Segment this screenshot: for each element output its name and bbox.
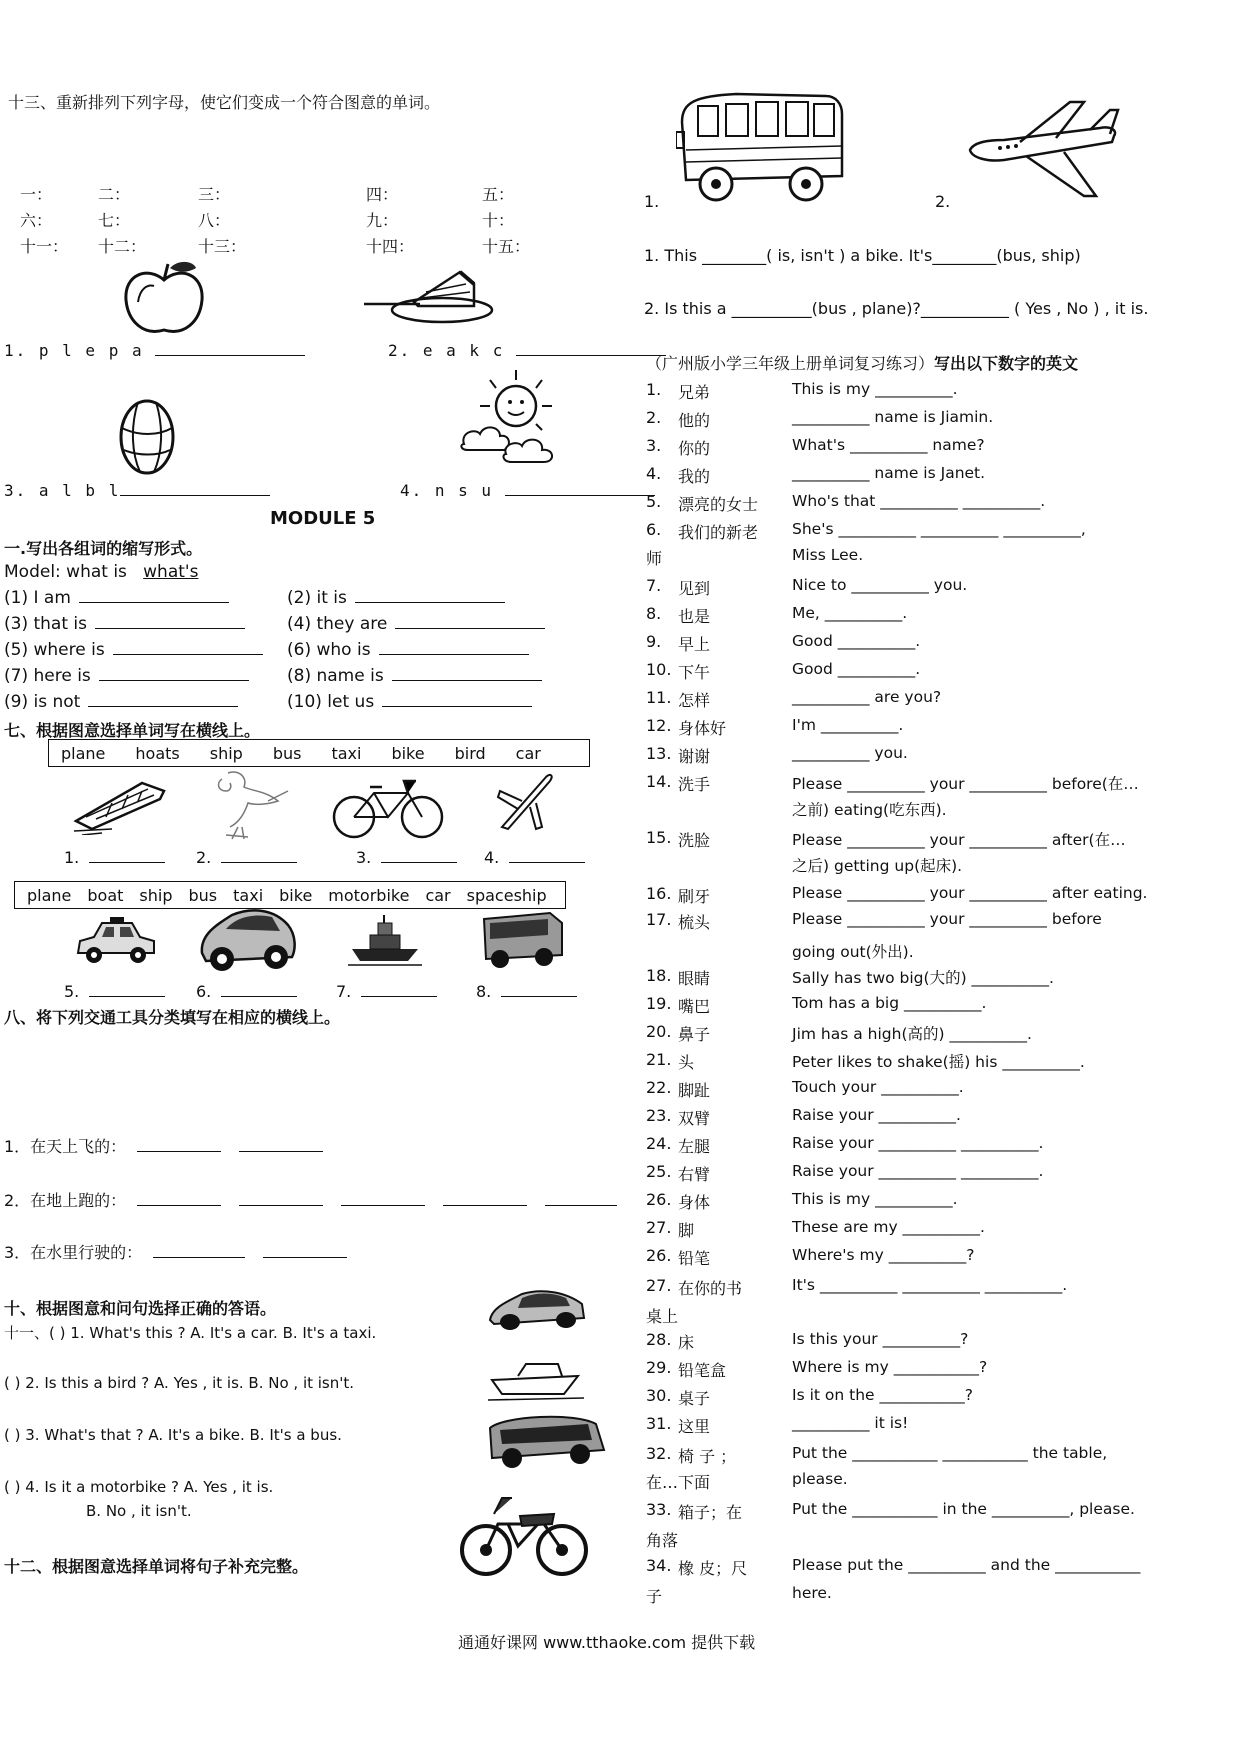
vocab-chinese: 床 [678,1333,695,1352]
answer-line[interactable] [501,982,577,997]
vocab-number: 8. [646,604,662,623]
pair-label: (1) I am [4,588,71,608]
row-label: 2．在地上跑的： [4,1191,127,1210]
grid-cell: 十五： [482,237,531,256]
vocab-sentence: __________ name is Jiamin. [792,408,994,426]
word-bank-word: car [425,885,451,905]
answer-line[interactable] [120,481,270,496]
picture-answer [476,982,577,1001]
vocab-chinese: 铅笔 [678,1249,711,1268]
grid-cell: 二： [98,185,131,204]
cake-picture [362,262,494,328]
answer-line[interactable] [95,614,245,629]
vocab-chinese: 双臂 [678,1109,711,1128]
word-bank-1 [48,739,590,767]
answer-line[interactable] [505,481,655,496]
pair-label: (6) who is [287,640,371,660]
item-label: 3. a l b l [4,481,121,500]
answer-line[interactable] [89,848,165,863]
answer-line[interactable] [263,1243,347,1258]
vocab-sentence: Put the ___________ in the __________, please. [792,1500,1135,1518]
word-bank-word: boat [87,885,124,905]
vocab-number: 25. [646,1162,672,1181]
answer-line[interactable] [395,614,545,629]
vocab-chinese: 脚 [678,1221,695,1240]
vocab-number: 10. [646,660,672,679]
section7-title: 七、根据图意选择单词写在横线上。 [4,721,261,740]
grid-cell: 七： [98,211,131,230]
section10-title: 十、根据图意和问句选择正确的答语。 [4,1299,277,1318]
vocab-chinese: 箱子；在 [678,1503,743,1522]
picture-answer [356,848,457,867]
pair-label: (8) name is [287,666,384,686]
section1-title: 一.写出各组词的缩写形式。 [4,539,203,558]
vocab-number: 27. [646,1218,672,1237]
vocab-sentence: What's __________ name? [792,436,985,454]
vocab-chinese: 谢谢 [678,747,711,766]
pair-label: (2) it is [287,588,347,608]
unscramble-item-3 [4,481,270,500]
vocab-sentence: 之前) eating(吃东西). [792,801,947,819]
vocab-number: 7. [646,576,662,595]
vocab-number: 5. [646,492,662,511]
vocab-sentence: Please __________ your __________ after(在… [792,831,1126,849]
grid-cell: 三： [198,185,231,204]
vocab-number: 33. [646,1500,672,1519]
unscramble-item-2 [388,341,666,360]
pair-label: (5) where is [4,640,105,660]
vocab-chinese: 角落 [646,1531,679,1550]
vocab-sentence: It's __________ __________ __________. [792,1276,1068,1294]
vocab-sentence: __________ are you? [792,688,942,706]
vocab-sentence: Sally has two big(大的) __________. [792,969,1054,987]
vocab-number: 28. [646,1330,672,1349]
sun-picture [458,366,566,466]
plane-picture [964,98,1122,204]
picture-answer [64,982,165,1001]
vocab-chinese: 椅 子 ； [678,1447,737,1466]
answer-line[interactable] [545,1191,617,1206]
vocab-sentence: __________ name is Janet. [792,464,986,482]
vocab-number: 9. [646,632,662,651]
vocab-chinese: 师 [646,549,663,568]
answer-line[interactable] [89,982,165,997]
boat-picture [488,1352,584,1402]
word-bank-word: spaceship [466,885,547,905]
answer-line[interactable] [516,341,666,356]
vocab-sentence: Miss Lee. [792,546,864,564]
word-bank-word: bike [391,743,425,763]
word-bank-word: motorbike [328,885,410,905]
grid-cell: 十一： [20,237,69,256]
pair-label: (3) that is [4,614,87,634]
vocab-chinese: 鼻子 [678,1025,711,1044]
vocab-chinese: 右臂 [678,1165,711,1184]
choice-item-2: ( ) 2. Is this a bird ? A. Yes , it is. B. No , it isn't. [4,1374,355,1392]
model-label: Model: what is [4,562,127,582]
contraction-item [287,588,505,608]
land-row [4,1188,617,1211]
answer-line[interactable] [381,848,457,863]
boat-picture [72,773,168,835]
vocab-sentence: Jim has a high(高的) __________. [792,1025,1032,1043]
vocab-sentence: Where is my ___________? [792,1358,988,1376]
section13-title: 十三、重新排列下列字母，使它们变成一个符合图意的单词。 [8,93,441,112]
vocab-sentence: I'm __________. [792,716,904,734]
picture-answer [64,848,165,867]
vocab-number: 30. [646,1386,672,1405]
word-bank-word: taxi [331,743,362,763]
contraction-item [4,614,245,634]
picture-number: 2. [196,848,212,867]
answer-line[interactable] [88,692,238,707]
vocab-sentence: This is my __________. [792,1190,958,1208]
vocab-sentence: Please put the __________ and the ___________ [792,1556,1141,1574]
vocab-chinese: 橡 皮；尺 [678,1559,748,1578]
grid-cell: 十四： [366,237,415,256]
vocab-number: 20. [646,1022,672,1041]
word-bank-word: plane [61,743,106,763]
vocab-number: 4. [646,464,662,483]
vocab-sentence: __________ it is! [792,1414,909,1432]
grid-cell: 一： [20,185,53,204]
sentence-2: 2. Is this a __________(bus , plane)?___________ ( Yes , No ) , it is. [644,299,1149,318]
answer-line[interactable] [155,341,305,356]
vocab-sentence: Who's that __________ __________. [792,492,1046,510]
word-bank-word: bus [188,885,218,905]
grid-cell: 四： [366,185,399,204]
vocab-number: 13. [646,744,672,763]
picture-answer [336,982,437,1001]
word-bank-word: ship [209,743,243,763]
vocab-sentence: Raise your __________. [792,1106,961,1124]
vocab-chinese: 早上 [678,635,711,654]
vocab-sentence: Good __________. [792,660,921,678]
vocab-chinese: 刷牙 [678,887,711,906]
contraction-item [287,692,532,712]
vocab-sentence: Please __________ your __________ after eating. [792,884,1148,902]
model-line [4,562,198,582]
answer-line[interactable] [221,982,297,997]
vocab-number: 26. [646,1190,672,1209]
car-picture [486,1286,588,1334]
picture-number: 8. [476,982,492,1001]
picture-answer [196,982,297,1001]
vocab-sentence: Me, __________. [792,604,908,622]
vocab-chinese: 子 [646,1587,663,1606]
vocab-sentence: here. [792,1584,832,1602]
choice-item-4: ( ) 4. Is it a motorbike ? A. Yes , it is. [4,1478,274,1496]
bird-picture [208,765,292,841]
pair-label: (10) let us [287,692,375,712]
word-bank-word: hoats [135,743,180,763]
vocab-chinese: 左腿 [678,1137,711,1156]
vocab-sentence: Is this your __________? [792,1330,969,1348]
vocab-sentence: Please __________ your __________ before(在… [792,775,1139,793]
word-bank-word: plane [27,885,72,905]
vocab-chinese: 铅笔盒 [678,1361,727,1380]
answer-line[interactable] [113,640,263,655]
vocab-sentence: 之后) getting up(起床). [792,857,963,875]
picture-number: 3. [356,848,372,867]
module-heading: MODULE 5 [270,508,376,529]
picture-number: 6. [196,982,212,1001]
vocab-number: 18. [646,966,672,985]
answer-line[interactable] [221,848,297,863]
vocab-number: 21. [646,1050,672,1069]
vocab-sentence: Please __________ your __________ before [792,910,1102,928]
sky-row [4,1134,323,1157]
word-bank-word: taxi [233,885,264,905]
answer-line[interactable] [239,1137,323,1152]
sentence-1: 1. This ________( is, isn't ) a bike. It's________(bus, ship) [644,246,1081,265]
vocab-sentence: This is my __________. [792,380,958,398]
vocab-title [646,351,1078,374]
answer-line[interactable] [239,1191,323,1206]
contraction-item [287,666,542,686]
grid-cell: 十： [482,211,515,230]
answer-line[interactable] [137,1191,221,1206]
item-label: 1. p l e p a [4,341,144,360]
answer-line[interactable] [137,1137,221,1152]
pic-num-2: 2. [935,192,951,211]
vocab-chinese: 下午 [678,663,711,682]
vocab-chinese: 嘴巴 [678,997,711,1016]
motorbike-picture [458,1494,590,1578]
picture-number: 1. [64,848,80,867]
vocab-chinese: 在…下面 [646,1473,711,1492]
section8-title: 八、将下列交通工具分类填写在相应的横线上。 [4,1008,341,1027]
choice-item-1: 十一、( ) 1. What's this ? A. It's a car. B. It's a taxi. [4,1324,377,1342]
vocab-sentence: She's __________ __________ __________, [792,520,1086,538]
word-bank-word: car [515,743,541,763]
vocab-number: 26. [646,1246,672,1265]
unscramble-item-1 [4,341,305,360]
answer-line[interactable] [153,1243,245,1258]
vocab-chinese: 洗手 [678,775,711,794]
vocab-chinese: 桌子 [678,1389,711,1408]
vocab-title-a: （广州版小学三年级上册单词复习练习） [646,354,935,373]
vocab-chinese: 洗脸 [678,831,711,850]
answer-line[interactable] [341,1191,425,1206]
word-bank-word: bike [279,885,313,905]
apple-picture [118,258,210,340]
vocab-number: 23. [646,1106,672,1125]
vocab-sentence: Nice to __________ you. [792,576,968,594]
vocab-number: 3. [646,436,662,455]
contraction-item [287,614,545,634]
taxi-picture [74,915,158,967]
bus-picture [484,1410,608,1472]
item-label: 4. n s u [400,481,494,500]
contraction-item [4,640,263,660]
answer-line[interactable] [355,588,505,603]
vocab-number: 1. [646,380,662,399]
vocab-sentence: Put the ___________ ___________ the table, [792,1444,1108,1462]
vocab-chinese: 这里 [678,1417,711,1436]
car-picture [196,905,298,975]
grid-cell: 五： [482,185,515,204]
vocab-chinese: 见到 [678,579,711,598]
vocab-chinese: 你的 [678,439,711,458]
item-label: 2. e a k c [388,341,505,360]
vocab-number: 6. [646,520,662,539]
contraction-item [287,640,529,660]
section12-title: 十二、根据图意选择单词将句子补充完整。 [4,1557,309,1576]
model-answer: what's [143,562,199,582]
vocab-sentence: please. [792,1470,848,1488]
answer-line[interactable] [379,640,529,655]
bus-picture [676,92,848,208]
vocab-number: 15. [646,828,672,847]
plane-picture [494,767,554,833]
vocab-sentence: Tom has a big __________. [792,994,987,1012]
vocab-chinese: 我的 [678,467,711,486]
answer-line[interactable] [99,666,249,681]
pic-num-1: 1. [644,192,660,211]
contraction-item [4,588,229,608]
answer-line[interactable] [382,692,532,707]
answer-line[interactable] [443,1191,527,1206]
vocab-sentence: Raise your __________ __________. [792,1162,1044,1180]
vocab-sentence: Touch your __________. [792,1078,964,1096]
vocab-number: 11. [646,688,672,707]
pair-label: (4) they are [287,614,388,634]
answer-line[interactable] [79,588,229,603]
vocab-chinese: 漂亮的女士 [678,495,759,514]
word-bank-word: bird [454,743,486,763]
vocab-sentence: Where's my __________? [792,1246,975,1264]
word-bank-word: bus [272,743,302,763]
grid-cell: 十二： [98,237,147,256]
vocab-chinese: 桌上 [646,1307,679,1326]
ship-picture [348,913,422,969]
row-label: 1．在天上飞的： [4,1137,127,1156]
grid-cell: 八： [198,211,231,230]
grid-cell: 十三： [198,237,247,256]
pair-label: (9) is not [4,692,81,712]
vocab-title-b: 写出以下数字的英文 [934,354,1079,373]
word-bank-word: ship [139,885,173,905]
vocab-sentence: Peter likes to shake(摇) his __________. [792,1053,1085,1071]
picture-number: 7. [336,982,352,1001]
vocab-chinese: 身体 [678,1193,711,1212]
answer-line[interactable] [361,982,437,997]
picture-answer [484,848,585,867]
vocab-number: 29. [646,1358,672,1377]
contraction-item [4,666,249,686]
vocab-chinese: 脚趾 [678,1081,711,1100]
vocab-number: 2. [646,408,662,427]
vocab-chinese: 身体好 [678,719,727,738]
vocab-chinese: 怎样 [678,691,711,710]
pair-label: (7) here is [4,666,91,686]
vocab-chinese: 也是 [678,607,711,626]
vocab-number: 22. [646,1078,672,1097]
vocab-chinese: 他的 [678,411,711,430]
vocab-chinese: 兄弟 [678,383,711,402]
answer-line[interactable] [509,848,585,863]
vocab-sentence: Raise your __________ __________. [792,1134,1044,1152]
choice-item-4b: B. No , it isn't. [86,1502,192,1520]
water-row [4,1240,347,1263]
vocab-sentence: __________ you. [792,744,908,762]
vocab-sentence: Good __________. [792,632,921,650]
picture-number: 4. [484,848,500,867]
vocab-number: 17. [646,910,672,929]
ball-picture [118,398,176,476]
vocab-number: 19. [646,994,672,1013]
footer: 通通好课网 www.tthaoke.com 提供下载 [458,1633,756,1652]
unscramble-item-4 [400,481,655,500]
grid-cell: 九： [366,211,399,230]
contraction-item [4,692,238,712]
vocab-number: 31. [646,1414,672,1433]
vocab-number: 14. [646,772,672,791]
choice-item-3: ( ) 3. What's that ? A. It's a bike. B. It's a bus. [4,1426,342,1444]
row-label: 3．在水里行驶的： [4,1243,143,1262]
bike-picture [330,775,446,841]
vocab-number: 32. [646,1444,672,1463]
vocab-number: 34. [646,1556,672,1575]
vocab-number: 27. [646,1276,672,1295]
vocab-sentence: Is it on the ___________? [792,1386,973,1404]
vocab-number: 16. [646,884,672,903]
vocab-sentence: going out(外出). [792,943,914,961]
vocab-chinese: 眼睛 [678,969,711,988]
vocab-chinese: 梳头 [678,913,711,932]
vocab-chinese: 我们的新老 [678,523,759,542]
grid-cell: 六： [20,211,53,230]
picture-answer [196,848,297,867]
vocab-number: 24. [646,1134,672,1153]
vocab-number: 12. [646,716,672,735]
vocab-sentence: These are my __________. [792,1218,985,1236]
picture-number: 5. [64,982,80,1001]
answer-line[interactable] [392,666,542,681]
bus-picture [480,909,566,971]
vocab-chinese: 头 [678,1053,695,1072]
vocab-chinese: 在你的书 [678,1279,743,1298]
